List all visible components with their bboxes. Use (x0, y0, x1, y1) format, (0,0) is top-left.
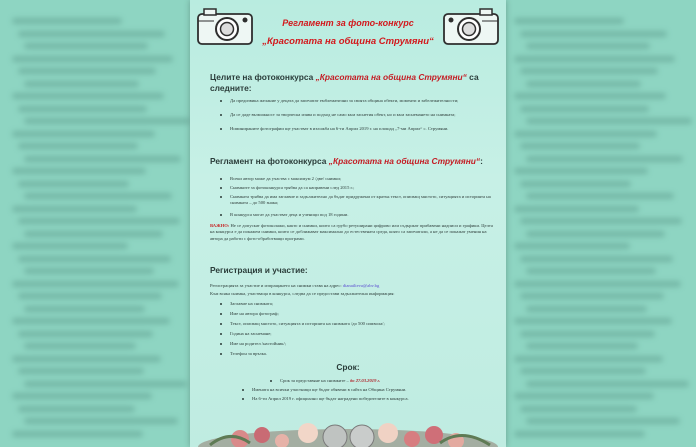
goals-heading: Целите на фотоконкурса „Красотата на община Струмяни“ са следните: (210, 72, 479, 93)
list-item: Заглавие на снимката; (230, 301, 492, 307)
list-item: Година на заснемане; (230, 331, 492, 337)
list-item: Снимката трябва да има заглавие и задължително да бъдат придружени от кратък текст, описващ мястото, ситуацията и историята на снимката – до 500 знака; (230, 194, 491, 206)
document-subtitle: „Красотата на община Струмяни“ (262, 36, 434, 47)
registration-text: Регистрацията за участие и изпращането на снимки става на адрес: dianailieva@abv.bg (210, 283, 380, 288)
email-link[interactable]: dianailieva@abv.bg (342, 283, 380, 288)
list-item: Да предизвика желание у децата да запечатат емблематични за своята община обекти, моменти и забележителности; (230, 98, 492, 104)
list-item: Текст, описващ мястото, ситуацията и историята на снимката /до 500 символа/; (230, 321, 492, 327)
list-item: Име на автора фотограф; (230, 311, 492, 317)
list-item: Имената на всички участници ще бъдат обявени в сайта на Община Струмяни. (252, 387, 492, 393)
list-item: Телефон за връзка. (230, 351, 492, 357)
list-item: Да се даде възможност за творческа изява и подход не само към заснетия обект, но и към заснемането на снимката; (230, 112, 492, 118)
list-item: Номинираните фотографии ще участват в изложба на 6-ти Април 2019 г. на площад „7-ми Април“ с. Струмяни. (230, 126, 492, 132)
warning-paragraph: ВАЖНО: Не се допускат фотоколажи, както и снимки, които са грубо ретуширани цифрово или съдържат прибавени надписи и графики. Целта на конкурса е да покажем снимки, които се доближават максимално до естествената среда, която са запечатали, а не да се покажат умения на автора да работи с фото-обработващи програми. (210, 223, 493, 241)
list-item: На 6-ти Април 2019 г. официално ще бъдат наградени победителите в конкурса. (252, 396, 492, 402)
list-item: Всеки автор може да участва с максимум 2 /две/ снимки; (230, 176, 492, 182)
list-item: Име на родител /настойник/; (230, 341, 492, 347)
blurred-background-right (506, 0, 696, 447)
rules-heading: Регламент на фотоконкурса „Красотата на община Струмяни“: (210, 156, 483, 166)
regulation-document (190, 0, 506, 447)
registration-requirements: Към всяка снимка, участваща в конкурса, следва да се предостави задължителна информация: (210, 291, 395, 296)
list-item: Снимките за фотоконкурса трябва да са направени след 2015 г.; (230, 185, 492, 191)
document-title: Регламент за фото-конкурс (282, 18, 414, 28)
list-item: Срок за представяне на снимките – до 27.03.2019 г. (280, 378, 492, 384)
flower-border (190, 407, 506, 447)
list-item: В конкурса могат да участват деца и ученици под 18 години. (230, 212, 492, 218)
registration-heading: Регистрация и участие: (210, 265, 308, 275)
deadline-heading: Срок: (336, 362, 360, 372)
blurred-background-left (0, 0, 190, 447)
